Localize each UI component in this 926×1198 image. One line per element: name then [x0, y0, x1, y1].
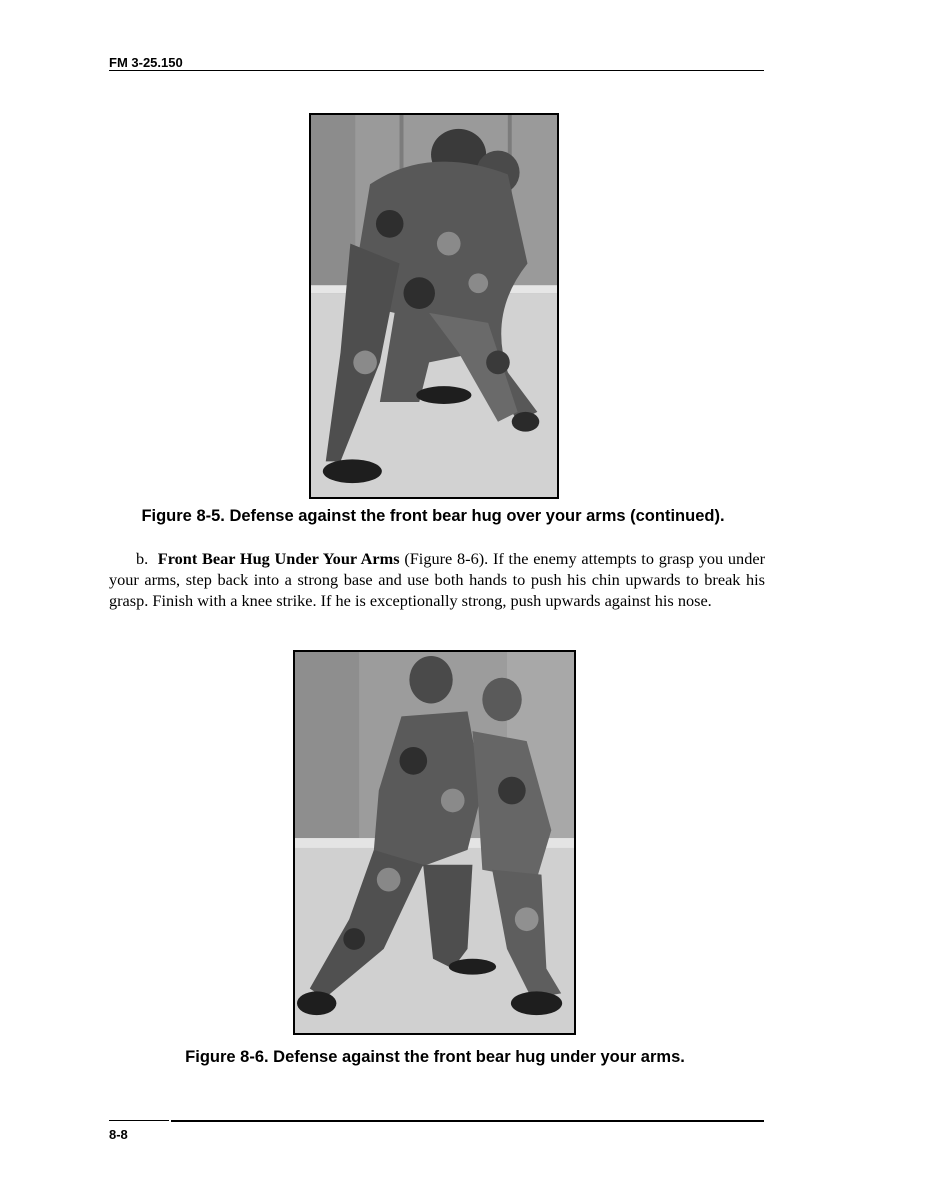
figure-8-6-caption: Figure 8-6. Defense against the front bear hug under your arms. [185, 1048, 685, 1066]
paragraph-heading: Front Bear Hug Under Your Arms [157, 549, 400, 568]
paragraph-text: (Figure 8-6). If the enemy attempts to grasp you under your arms, step back into a strong base and use both hands to push his chin upwards to break his grasp. Finish with a knee strike. If he is exceptionally strong, push upwards against his nose. [109, 549, 765, 610]
page-number: 8-8 [109, 1127, 128, 1142]
figure-8-5-caption: Figure 8-5. Defense against the front bear hug over your arms (continued). [141, 507, 725, 525]
figure-8-6-image [295, 652, 574, 1033]
header-rule [109, 70, 764, 71]
paragraph-label: b. [136, 549, 149, 568]
footer-rule-short [109, 1120, 169, 1121]
body-paragraph [109, 548, 765, 611]
footer-rule [171, 1120, 764, 1122]
figure-8-6-photo [293, 650, 576, 1035]
figure-8-5-image [311, 115, 557, 497]
running-header: FM 3-25.150 [109, 55, 183, 70]
figure-8-5-photo [309, 113, 559, 499]
